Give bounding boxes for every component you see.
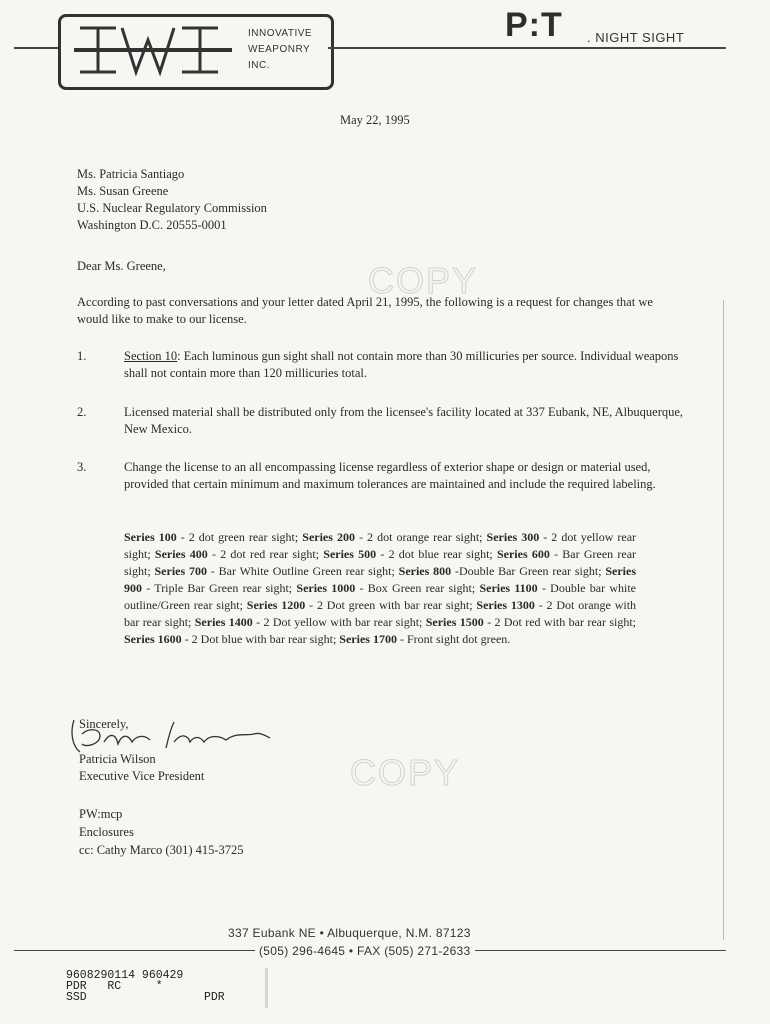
series-name: Series 1500 xyxy=(425,615,484,629)
doc-id-line xyxy=(66,991,225,1004)
series-desc: - 2 dot red rear sight; xyxy=(207,547,324,561)
series-desc: - 2 Dot red with bar rear sight; xyxy=(483,615,637,629)
series-desc: - 2 dot yellow rear sight; xyxy=(124,530,637,561)
series-name: Series 300 xyxy=(486,530,540,544)
series-entry xyxy=(399,564,606,578)
series-entry xyxy=(155,547,323,561)
series-desc: - Bar Green rear sight; xyxy=(124,547,637,578)
copy-watermark: COPY xyxy=(350,752,461,793)
series-name: Series 1000 xyxy=(296,581,356,595)
series-name: Series 800 xyxy=(398,564,452,578)
series-desc: - 2 Dot blue with bar rear sight; xyxy=(181,632,340,646)
brand-tagline: . NIGHT SIGHT xyxy=(587,30,685,45)
series-name: Series 1300 xyxy=(476,598,535,612)
company-name-line: WEAPONRY xyxy=(248,44,311,55)
copy-watermark: COPY xyxy=(368,260,479,301)
series-desc: - Bar White Outline Green rear sight; xyxy=(206,564,399,578)
series-entry xyxy=(155,564,399,578)
recipient-block xyxy=(77,166,267,234)
list-item-text: Licensed material shall be distributed only from the licensee's facility located at 337 Eubank, NE, Albuquerque, New Mexico. xyxy=(124,405,684,436)
closing: Sincerely, xyxy=(79,717,129,731)
enclosures-note: Enclosures xyxy=(79,825,134,839)
series-name: Series 700 xyxy=(154,564,207,578)
scan-mark xyxy=(265,968,268,1008)
letterhead-rule-left xyxy=(14,47,58,49)
series-desc: - 2 Dot yellow with bar rear sight; xyxy=(252,615,426,629)
series-name: Series 600 xyxy=(496,547,550,561)
series-name: Series 400 xyxy=(154,547,208,561)
typist-initials: PW:mcp xyxy=(79,807,123,821)
doc-id-line: PDR RC * xyxy=(66,980,163,993)
signer-title: Executive Vice President xyxy=(79,769,205,783)
series-entry xyxy=(323,547,497,561)
series-entry xyxy=(296,581,479,595)
series-entry xyxy=(124,632,339,646)
series-desc: - 2 dot green rear sight; xyxy=(176,530,303,544)
salutation: Dear Ms. Greene, xyxy=(77,259,166,273)
series-desc: - 2 dot blue rear sight; xyxy=(376,547,497,561)
iwi-logo-icon xyxy=(72,14,242,84)
item-number: 1. xyxy=(77,349,87,363)
item-number: 2. xyxy=(77,405,87,419)
recipient-line: Ms. Patricia Santiago xyxy=(77,167,185,181)
company-name-line: INNOVATIVE xyxy=(248,28,313,39)
series-entry xyxy=(339,632,510,646)
company-name-block xyxy=(248,26,312,74)
brand-logo: P:T xyxy=(505,6,563,44)
series-entry xyxy=(426,615,636,629)
list-item xyxy=(124,348,684,382)
series-desc: - 2 Dot green with bar rear sight; xyxy=(305,598,477,612)
list-item-text: Change the license to an all encompassing license regardless of exterior shape or design or material used, provided that certain minimum and maximum tolerances are maintained and include the required labeling. xyxy=(124,460,656,491)
series-desc: - 2 Dot orange with bar rear sight; xyxy=(124,598,637,629)
series-paragraph xyxy=(124,529,636,648)
series-desc: - Box Green rear sight; xyxy=(355,581,480,595)
footer-address: 337 Eubank NE • Albuquerque, N.M. 87123 xyxy=(228,926,471,940)
series-desc: - Front sight dot green. xyxy=(396,632,511,646)
series-desc: - Double bar white outline/Green rear sight; xyxy=(124,581,636,612)
series-name: Series 200 xyxy=(302,530,355,544)
series-desc: -Double Bar Green rear sight; xyxy=(451,564,606,578)
series-entry xyxy=(302,530,486,544)
item-number: 3. xyxy=(77,460,87,474)
list-item-text: : Each luminous gun sight shall not contain more than 30 millicuries per source. Individual weapons shall not contain more than 120 millicuries total. xyxy=(124,349,679,380)
doc-id-line: 9608290114 960429 xyxy=(66,969,184,982)
series-name: Series 500 xyxy=(323,547,377,561)
series-name: Series 1600 xyxy=(124,632,182,646)
series-name: Series 1100 xyxy=(479,581,538,595)
series-name: Series 1400 xyxy=(194,615,253,629)
doc-id-code: SSD xyxy=(66,991,87,1004)
series-entry xyxy=(247,598,477,612)
document-id-stamp xyxy=(66,969,225,1004)
series-name: Series 100 xyxy=(124,530,177,544)
letterhead-rule-right xyxy=(328,47,726,49)
series-entry xyxy=(195,615,426,629)
series-name: Series 1700 xyxy=(339,632,397,646)
company-name-line: INC. xyxy=(248,60,270,71)
scan-edge-line xyxy=(723,300,724,940)
recipient-line: Washington D.C. 20555-0001 xyxy=(77,218,227,232)
series-name: Series 1200 xyxy=(246,598,306,612)
series-desc: - 2 dot orange rear sight; xyxy=(354,530,487,544)
list-item xyxy=(124,459,684,493)
series-entry xyxy=(124,530,302,544)
intro-paragraph: According to past conversations and your letter dated April 21, 1995, the following is a request for changes that we would like to make to our license. xyxy=(77,295,653,326)
list-item xyxy=(124,404,684,438)
recipient-line: Ms. Susan Greene xyxy=(77,184,169,198)
section-reference: Section 10 xyxy=(124,349,178,363)
doc-id-code: PDR xyxy=(204,991,225,1004)
footer-phones: (505) 296-4645 • FAX (505) 271-2633 xyxy=(255,944,475,958)
letter-date: May 22, 1995 xyxy=(340,113,410,127)
signer-name: Patricia Wilson xyxy=(79,752,156,766)
series-name: Series 900 xyxy=(124,564,637,595)
cc-line: cc: Cathy Marco (301) 415-3725 xyxy=(79,843,244,857)
recipient-line: U.S. Nuclear Regulatory Commission xyxy=(77,201,267,215)
series-desc: - Triple Bar Green rear sight; xyxy=(142,581,297,595)
